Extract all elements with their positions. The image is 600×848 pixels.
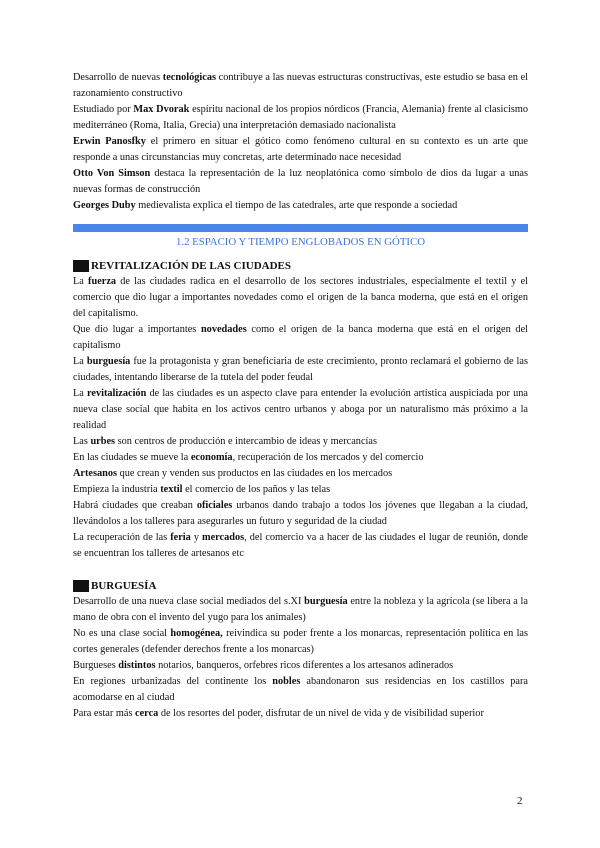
paragraph: [73, 434, 528, 450]
text-run: notarios, banqueros, orfebres ricos diferentes a los artesanos adinerados: [155, 660, 454, 671]
section-title-text: 1.2 ESPACIO Y TIEMPO ENGLOBADOS EN GÓTICO: [175, 236, 426, 248]
text-run: medievalista explica el tiempo de las catedrales, arte que responde a sociedad: [135, 200, 458, 211]
text-run: , recuperación de los mercados y del comercio: [232, 452, 424, 463]
paragraph: [73, 706, 528, 722]
text-run: , del comercio va a hacer de las ciudades el lugar de reunión, donde se encuentran los talleres de artesanos etc: [73, 532, 528, 559]
bold-term: fuerza: [88, 276, 117, 287]
paragraph: [73, 354, 528, 386]
paragraph: [73, 530, 528, 562]
heading-revitalizacion-text: REVITALIZACIÓN DE LAS CIUDADES: [91, 260, 291, 272]
bold-term: distintos: [118, 660, 156, 671]
text-run: reivindica su poder frente a los monarcas, representación política en las cortes generales (defender derechos frente a los monarcas): [73, 628, 529, 655]
text-run: Habrá ciudades que creaban: [73, 500, 197, 511]
text-run: La: [73, 276, 89, 287]
text-run: de las ciudades radica en el desarrollo de los sectores industriales, especialmente el textil y el comercio que dio lugar a importantes novedades como el origen de la banca moderna, que está en el origen del capitalismo.: [73, 276, 528, 319]
text-run: abandonaron sus residencias en los castillos para acomodarse en al ciudad: [73, 676, 528, 703]
bold-term: revitalización: [87, 388, 147, 399]
bold-term: mercados: [202, 532, 245, 543]
text-run: Desarrollo de una nueva clase social mediados del s.XI: [73, 596, 305, 607]
text-run: espíritu nacional de los propios nórdicos (Francia, Alemania) frente al clasicismo mediterráneo (Roma, Italia, Grecia) una interpretación demasiado nacionalista: [73, 104, 528, 131]
bold-term: urbes: [90, 436, 116, 447]
text-run: son centros de producción e intercambio de ideas y mercancías: [115, 436, 377, 447]
heading-revitalizacion: [73, 258, 528, 274]
text-run: el primero en situar el gótico como fenómeno cultural en su contexto es un arte que responde a unas circunstancias muy concretas, arte determinado nace necesidad: [73, 136, 528, 163]
bold-term: cerca: [135, 708, 159, 719]
paragraph: [73, 658, 528, 674]
bold-term: feria: [170, 532, 191, 543]
text-run: Desarrollo de nuevas: [73, 72, 163, 83]
text-run: En regiones urbanizadas del continente los: [73, 676, 273, 687]
text-run: No es una clase social: [73, 628, 171, 639]
text-run: En las ciudades se mueve la: [73, 452, 191, 463]
text-run: de las ciudades es un aspecto clave para entender la evolución artística auspiciada por una nueva clase social que habita en los activos centro urbanos y aboga por un naturalismo más próximo a la realidad: [73, 388, 528, 431]
paragraph: [73, 70, 528, 102]
section-color-bar: [73, 224, 528, 232]
text-run: y: [190, 532, 202, 543]
bold-term: Otto Von Simson: [73, 168, 151, 179]
bold-term: Max Dvorak: [133, 104, 190, 115]
bold-term: tecnológicas: [162, 72, 216, 83]
paragraph: [73, 674, 528, 706]
paragraph: [73, 498, 528, 530]
section-title: [73, 234, 528, 250]
text-run: urbanos dando trabajo a todos los jóvenes que llegaban a la ciudad, llevándolos a los talleres para asegurarles un futuro y seguridad de la ciudad: [73, 500, 528, 527]
text-run: fue la protagonista y gran beneficiaria de este crecimiento, pronto reclamará el gobierno de las ciudades, intentando liberarse de la tutela del poder feudal: [73, 356, 528, 383]
paragraph: [73, 134, 528, 166]
paragraph: [73, 594, 528, 626]
page-number: 2: [517, 795, 523, 807]
heading-burguesia-text: BURGUESÍA: [91, 580, 157, 592]
text-run: Empieza la industria: [73, 484, 161, 495]
bold-term: oficiales: [196, 500, 233, 511]
paragraph: [73, 274, 528, 322]
bold-term: burguesía: [304, 596, 348, 607]
text-run: La recuperación de las: [73, 532, 171, 543]
intro-section: [73, 70, 528, 214]
text-run: Estudiado por: [73, 104, 134, 115]
text-run: Las: [73, 436, 91, 447]
text-run: que crean y venden sus productos en las ciudades en los mercados: [117, 468, 393, 479]
bold-term: Artesanos: [73, 468, 118, 479]
text-run: La: [73, 356, 87, 367]
text-run: destaca la representación de la luz neoplatónica como símbolo de dios da lugar a unas nuevas formas de construcción: [73, 168, 528, 195]
text-run: La: [73, 388, 88, 399]
bold-term: textil: [160, 484, 183, 495]
paragraph: [73, 482, 528, 498]
text-run: el comercio de los paños y las telas: [182, 484, 331, 495]
heading-square-icon: [73, 580, 89, 592]
bold-term: novedades: [200, 324, 247, 335]
heading-square-icon: [73, 260, 89, 272]
text-run: Que dio lugar a importantes: [73, 324, 201, 335]
paragraph: [73, 386, 528, 434]
paragraph: [73, 322, 528, 354]
bold-term: burguesía: [86, 356, 131, 367]
text-run: Para estar más: [73, 708, 136, 719]
bold-term: economía: [190, 452, 233, 463]
text-run: contribuye a las nuevas estructuras constructivas, este estudio se basa en el razonamiento constructivo: [73, 72, 528, 99]
bold-term: Georges Duby: [73, 200, 136, 211]
revitalizacion-section: [73, 274, 528, 562]
text-run: entre la nobleza y la agrícola (se libera a la mano de obra con el invento del yugo para los animales): [73, 596, 528, 623]
heading-burguesia: [73, 578, 528, 594]
bold-term: homogénea,: [170, 628, 223, 639]
paragraph: [73, 102, 528, 134]
document-page: [73, 70, 528, 722]
text-run: de los resortes del poder, disfrutar de un nivel de vida y de visibilidad superior: [158, 708, 484, 719]
paragraph: [73, 450, 528, 466]
paragraph: [73, 626, 528, 658]
text-run: Burgueses: [73, 660, 119, 671]
paragraph: [73, 166, 528, 198]
paragraph: [73, 198, 528, 214]
text-run: como el origen de la banca moderna que está en el origen del capitalismo: [73, 324, 528, 351]
paragraph: [73, 466, 528, 482]
burguesia-section: [73, 594, 528, 722]
bold-term: Erwin Panosfky: [73, 136, 146, 147]
bold-term: nobles: [272, 676, 301, 687]
